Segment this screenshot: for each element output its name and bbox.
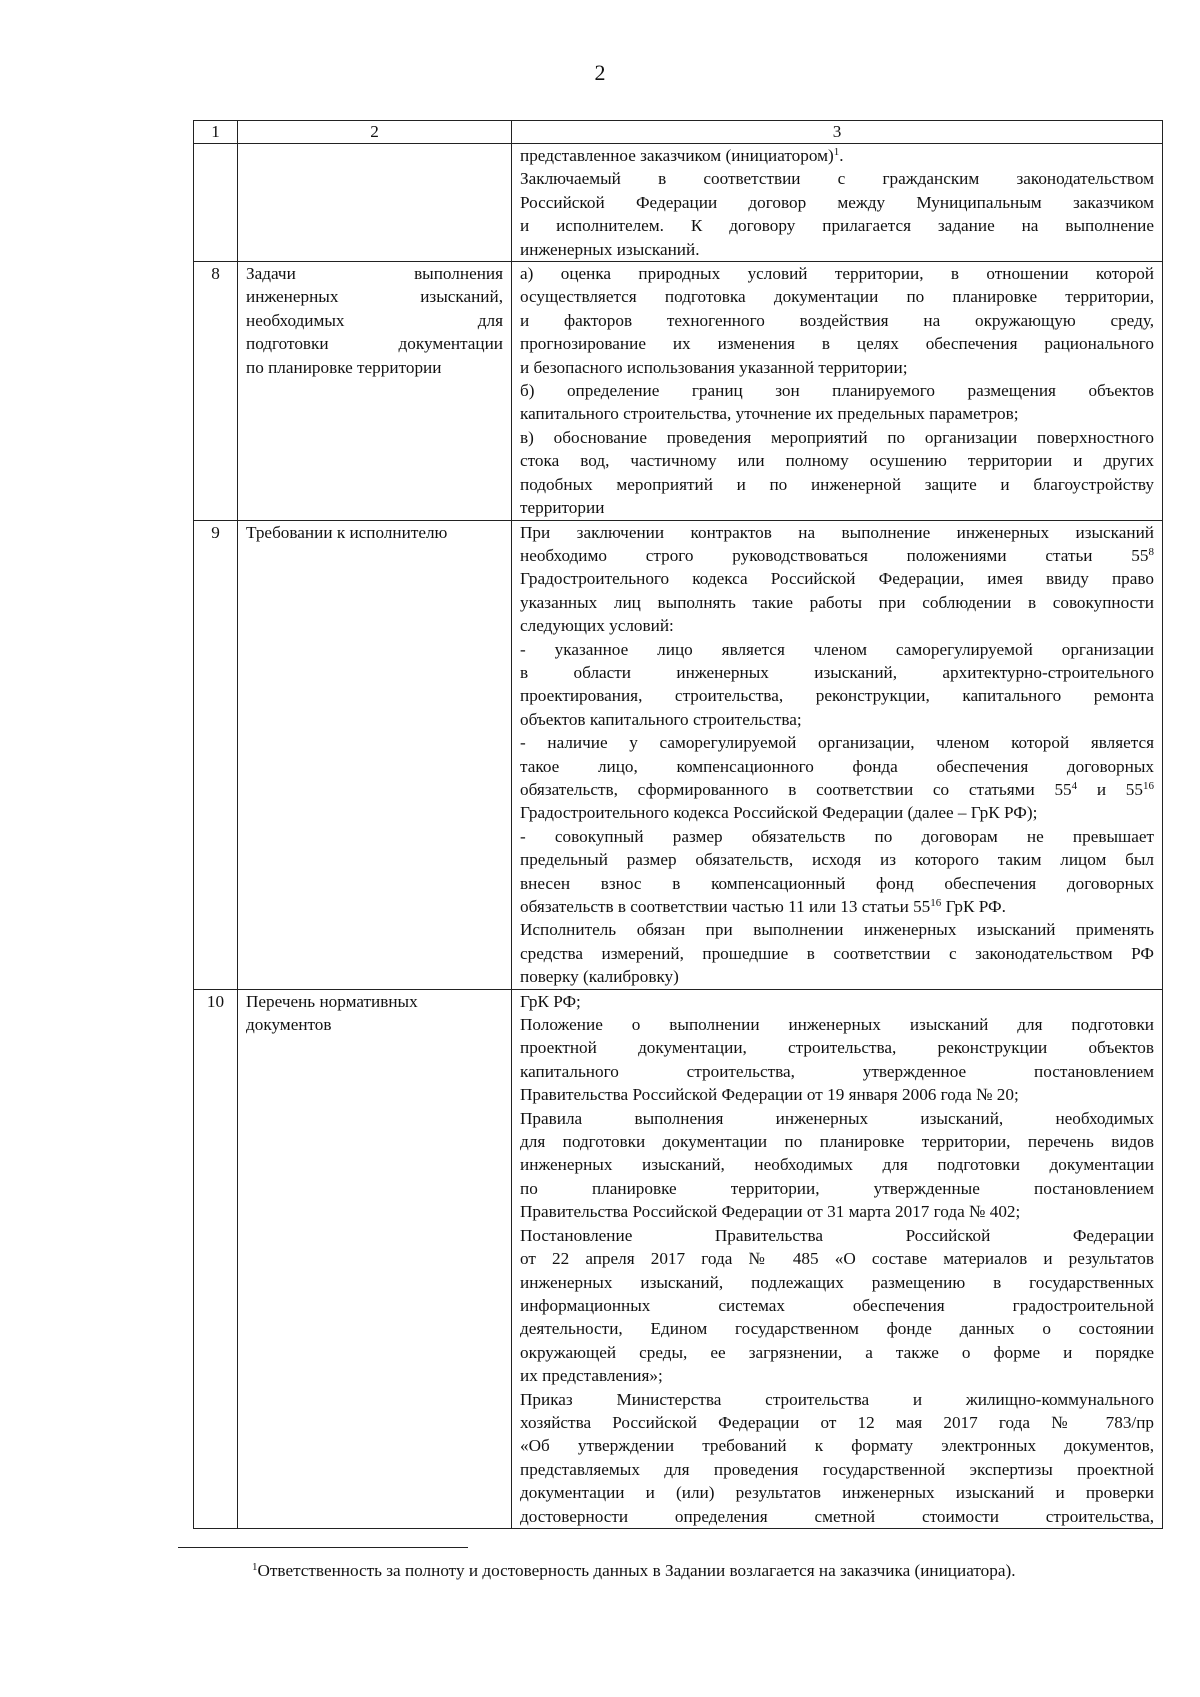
row-name-line: Задачи выполнения bbox=[246, 264, 503, 284]
row-number: 10 bbox=[194, 989, 238, 1528]
content-line: капитального строительства, уточнение их предельных параметров; bbox=[520, 404, 1019, 424]
row-name bbox=[238, 262, 512, 520]
content-line: предельный размер обязательств, исходя из которого таким лицом был bbox=[520, 850, 1154, 870]
content-line: Правительства Российской Федерации от 31 марта 2017 года № 402; bbox=[520, 1202, 1021, 1222]
row-name-line: подготовки документации bbox=[246, 334, 503, 354]
footnote bbox=[252, 1560, 1172, 1582]
footnote-text: Ответственность за полноту и достоверность данных в Задании возлагается на заказчика (инициатора). bbox=[257, 1561, 1016, 1580]
content-line: инженерных изысканий, необходимых для подготовки документации bbox=[520, 1155, 1154, 1175]
content-line: проектирования, строительства, реконструкции, капитального ремонта bbox=[520, 686, 1154, 706]
footnote-divider bbox=[178, 1547, 468, 1548]
content-segment: представленное заказчиком (инициатором) bbox=[520, 146, 834, 165]
row-name bbox=[238, 144, 512, 262]
content-line: «Об утверждении требований к формату электронных документов, bbox=[520, 1436, 1154, 1456]
row-content bbox=[512, 144, 1163, 262]
content-line: Исполнитель обязан при выполнении инженерных изысканий применять bbox=[520, 920, 1154, 940]
content-line: от 22 апреля 2017 года № 485 «О составе материалов и результатов bbox=[520, 1249, 1154, 1269]
table-row bbox=[194, 262, 1163, 520]
content-line: Градостроительного кодекса Российской Федерации (далее – ГрК РФ); bbox=[520, 803, 1038, 823]
row-number: 9 bbox=[194, 520, 238, 989]
column-header: 3 bbox=[512, 121, 1163, 144]
content-line: их представления»; bbox=[520, 1366, 663, 1386]
content-segment: и 55 bbox=[1077, 779, 1143, 799]
content-line: - указанное лицо является членом саморегулируемой организации bbox=[520, 639, 1154, 659]
content-line bbox=[520, 144, 1154, 167]
row-number: 8 bbox=[194, 262, 238, 520]
content-line: прогнозирование их изменения в целях обеспечения рационального bbox=[520, 334, 1154, 354]
content-line: инженерных изысканий, подлежащих размещению в государственных bbox=[520, 1272, 1154, 1292]
row-name bbox=[238, 989, 512, 1528]
content-line: Правительства Российской Федерации от 19 января 2006 года № 20; bbox=[520, 1085, 1019, 1105]
content-segment: обязательств в соответствии частью 11 или 13 статьи 55 bbox=[520, 897, 931, 916]
content-line: территории bbox=[520, 498, 605, 518]
superscript: 16 bbox=[1143, 779, 1154, 792]
content-line: Приказ Министерства строительства и жилищно-коммунального bbox=[520, 1389, 1154, 1409]
row-name-line: Перечень нормативных bbox=[246, 991, 418, 1011]
row-content bbox=[512, 989, 1163, 1528]
row-content bbox=[512, 262, 1163, 520]
content-line: и безопасного использования указанной территории; bbox=[520, 357, 908, 377]
content-line: представляемых для проведения государственной экспертизы проектной bbox=[520, 1459, 1154, 1479]
content-line: Заключаемый в соответствии с гражданским законодательством bbox=[520, 169, 1154, 189]
content-line bbox=[520, 895, 1154, 918]
content-line: б) определение границ зон планируемого размещения объектов bbox=[520, 381, 1154, 401]
content-line: хозяйства Российской Федерации от 12 мая 2017 года № 783/пр bbox=[520, 1412, 1154, 1432]
row-name-line: необходимых для bbox=[246, 310, 503, 330]
row-name-line: инженерных изысканий, bbox=[246, 287, 503, 307]
row-name-line: документов bbox=[246, 1015, 332, 1035]
table-row bbox=[194, 989, 1163, 1528]
content-line: внесен взнос в компенсационный фонд обеспечения договорных bbox=[520, 873, 1154, 893]
content-segment: ГрК РФ. bbox=[941, 897, 1006, 916]
row-number bbox=[194, 144, 238, 262]
content-line: осуществляется подготовка документации по планировке территории, bbox=[520, 287, 1154, 307]
content-segment: необходимо строго руководствоваться положениями статьи 55 bbox=[520, 545, 1149, 565]
content-line: по планировке территории, утвержденные постановлением bbox=[520, 1178, 1154, 1198]
content-line: стока вод, частичному или полному осушению территории и других bbox=[520, 451, 1154, 471]
content-line: поверку (калибровку) bbox=[520, 967, 679, 987]
content-line: и факторов техногенного воздействия на окружающую среду, bbox=[520, 310, 1154, 330]
content-line: деятельности, Едином государственном фонде данных о состоянии bbox=[520, 1319, 1154, 1339]
content-line: Правила выполнения инженерных изысканий, необходимых bbox=[520, 1108, 1154, 1128]
content-line: следующих условий: bbox=[520, 616, 674, 636]
content-line: и исполнителем. К договору прилагается задание на выполнение bbox=[520, 216, 1154, 236]
content-line: проектной документации, строительства, реконструкции объектов bbox=[520, 1038, 1154, 1058]
content-line: капитального строительства, утвержденное постановлением bbox=[520, 1061, 1154, 1081]
content-line bbox=[520, 544, 1154, 567]
page-number: 2 bbox=[594, 60, 606, 85]
row-content bbox=[512, 520, 1163, 989]
content-line: - наличие у саморегулируемой организации, членом которой является bbox=[520, 733, 1154, 753]
column-header: 1 bbox=[194, 121, 238, 144]
content-line: подобных мероприятий и по инженерной защите и благоустройству bbox=[520, 474, 1154, 494]
content-line: объектов капитального строительства; bbox=[520, 709, 802, 729]
superscript: 16 bbox=[930, 897, 942, 909]
content-line: Российской Федерации договор между Муниципальным заказчиком bbox=[520, 192, 1154, 212]
table-row bbox=[194, 520, 1163, 989]
content-line: Положение о выполнении инженерных изысканий для подготовки bbox=[520, 1015, 1154, 1035]
content-line: документации и (или) результатов инженерных изысканий и проверки bbox=[520, 1483, 1154, 1503]
content-line: - совокупный размер обязательств по договорам не превышает bbox=[520, 826, 1154, 846]
content-segment: . bbox=[839, 146, 844, 165]
row-name bbox=[238, 520, 512, 989]
content-line: средства измерений, прошедшие в соответствии с законодательством РФ bbox=[520, 943, 1154, 963]
content-line: информационных системах обеспечения градостроительной bbox=[520, 1295, 1154, 1315]
content-line: а) оценка природных условий территории, в отношении которой bbox=[520, 264, 1154, 284]
content-line: для подготовки документации по планировке территории, перечень видов bbox=[520, 1132, 1154, 1152]
superscript: 8 bbox=[1148, 545, 1154, 558]
content-line: инженерных изысканий. bbox=[520, 239, 700, 259]
row-name-line: Требовании к исполнителю bbox=[246, 522, 448, 542]
content-line: Градостроительного кодекса Российской Федерации, имея ввиду право bbox=[520, 569, 1154, 589]
footnote-mark: 1 bbox=[252, 1561, 258, 1573]
content-line: Постановление Правительства Российской Федерации bbox=[520, 1225, 1154, 1245]
table-row bbox=[194, 144, 1163, 262]
column-header: 2 bbox=[238, 121, 512, 144]
content-line: указанных лиц выполнять такие работы при соблюдении в совокупности bbox=[520, 592, 1154, 612]
content-line: При заключении контрактов на выполнение инженерных изысканий bbox=[520, 522, 1154, 542]
content-line bbox=[520, 778, 1154, 801]
requirements-table bbox=[193, 120, 1163, 1529]
content-line: в) обоснование проведения мероприятий по организации поверхностного bbox=[520, 427, 1154, 447]
superscript: 1 bbox=[833, 146, 840, 158]
content-line: окружающей среды, ее загрязнении, а также о форме и порядке bbox=[520, 1342, 1154, 1362]
superscript: 4 bbox=[1071, 779, 1078, 792]
content-line: такое лицо, компенсационного фонда обеспечения договорных bbox=[520, 756, 1154, 776]
row-name-line: по планировке территории bbox=[246, 357, 442, 377]
content-segment: обязательств, сформированного в соответствии со статьями 55 bbox=[520, 779, 1072, 799]
content-line: в области инженерных изысканий, архитектурно-строительного bbox=[520, 662, 1154, 682]
content-line: ГрК РФ; bbox=[520, 991, 581, 1011]
content-line: достоверности определения сметной стоимости строительства, bbox=[520, 1506, 1154, 1526]
header-row bbox=[194, 121, 1163, 144]
